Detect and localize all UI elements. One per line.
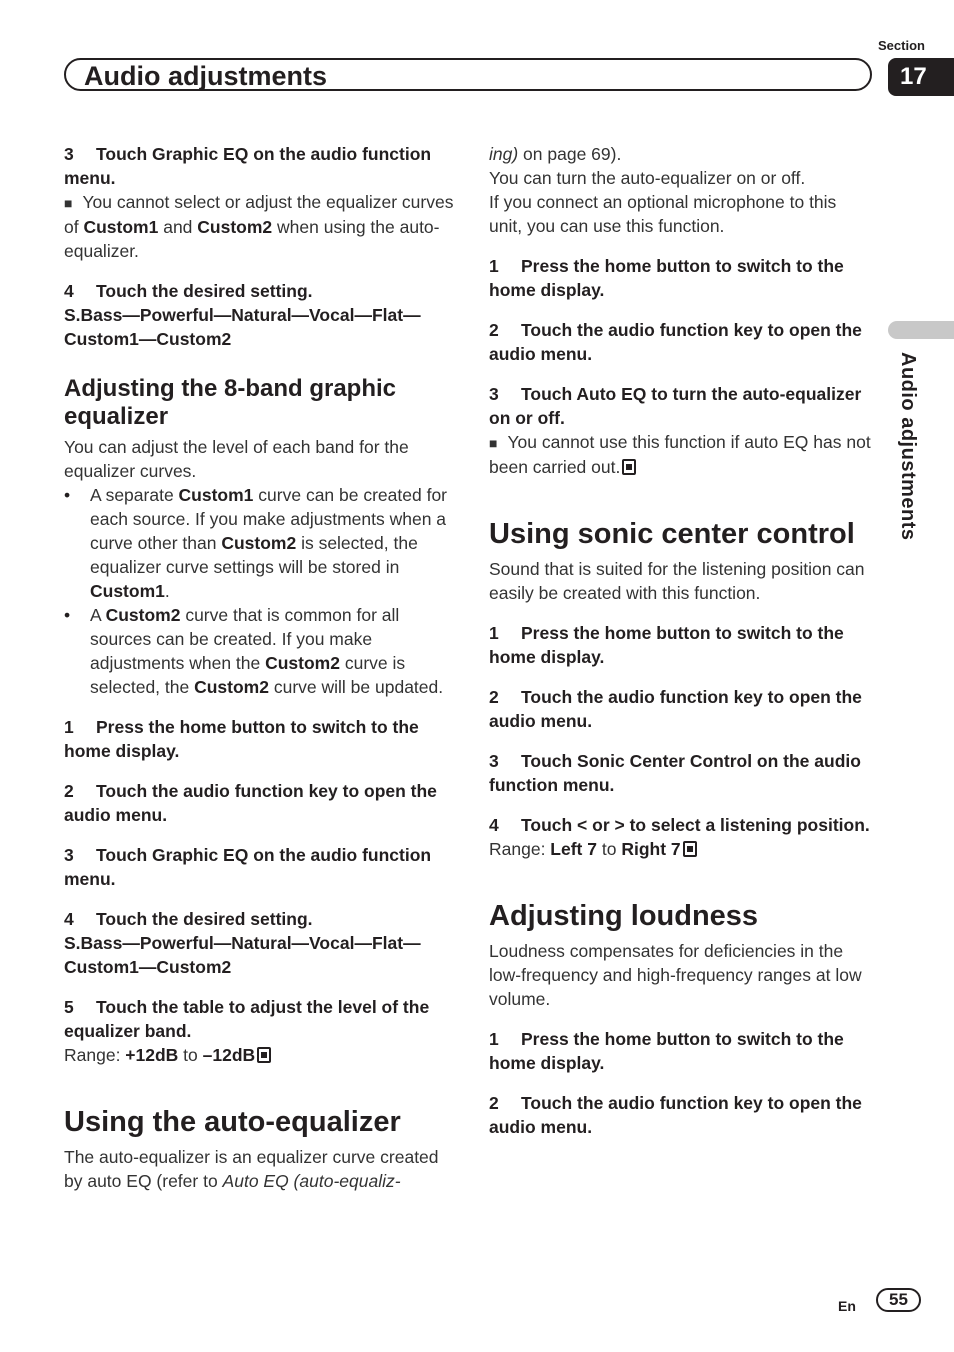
- bullet-custom1: • A separate Custom1 curve can be created for each source. If you make adjustments when a curve other than Custom2 is selected, the equalizer curve settings will be stored in Custom1.: [64, 485, 447, 601]
- eq-range: Range: +12dB to –12dB: [64, 1043, 456, 1067]
- intro-8band: You can adjust the level of each band for the equalizer curves.: [64, 437, 409, 481]
- end-mark-icon: [257, 1047, 271, 1063]
- bullet-custom2: • A Custom2 curve that is common for all sources can be created. If you make adjustments when the Custom2 curve is selected, the Custom2 curve will be updated.: [64, 605, 444, 697]
- right-column: [489, 142, 871, 1139]
- note-auto-eq: ■ You cannot use this function if auto EQ has not been carried out.: [489, 432, 871, 477]
- step-home-auto: 1 Press the home button to switch to the home display.: [489, 256, 844, 300]
- step-sonic-menu: 3 Touch Sonic Center Control on the audio function menu.: [489, 751, 861, 795]
- section-label: Section: [878, 38, 925, 53]
- heading-auto-eq: Using the auto-equalizer: [64, 1106, 401, 1138]
- auto-eq-microphone: If you connect an optional microphone to this unit, you can use this function.: [489, 192, 837, 236]
- side-tab-label: Audio adjustments: [897, 352, 919, 541]
- auto-eq-intro: The auto-equalizer is an equalizer curve created by auto EQ (refer to Auto EQ (auto-equaliz-: [64, 1147, 439, 1191]
- step-home: 1 Press the home button to switch to the home display.: [64, 717, 419, 761]
- step-graphic-eq: 3 Touch Graphic EQ on the audio function menu.: [64, 144, 432, 188]
- heading-loudness: Adjusting loudness: [489, 900, 759, 932]
- end-mark-icon: [622, 459, 636, 475]
- page-number: 55: [876, 1288, 921, 1312]
- step-desired-setting: 4 Touch the desired setting.: [64, 281, 313, 301]
- heading-sonic-center: Using sonic center control: [489, 518, 855, 550]
- end-mark-icon: [683, 841, 697, 857]
- step-audio-key-auto: 2 Touch the audio function key to open the audio menu.: [489, 320, 862, 364]
- left-column: [64, 142, 456, 1193]
- auto-eq-ref-continued: ing) on page 69).: [489, 144, 622, 164]
- step-home-loud: 1 Press the home button to switch to the home display.: [489, 1029, 844, 1073]
- step-listening-position: 4 Touch < or > to select a listening position.: [489, 815, 870, 835]
- language-label: En: [838, 1298, 856, 1314]
- heading-8band: Adjusting the 8-band graphic equalizer: [64, 375, 397, 430]
- page-title: Audio adjustments: [84, 61, 328, 91]
- step-audio-key-sonic: 2 Touch the audio function key to open the audio menu.: [489, 687, 862, 731]
- step-audio-key-loud: 2 Touch the audio function key to open the audio menu.: [489, 1093, 862, 1137]
- step-adjust-band: 5 Touch the table to adjust the level of the equalizer band.: [64, 997, 430, 1041]
- eq-settings-list: S.Bass—Powerful—Natural—Vocal—Flat—Custom1—Custom2: [64, 305, 421, 349]
- eq-settings-list-2: S.Bass—Powerful—Natural—Vocal—Flat—Custom1—Custom2: [64, 933, 421, 977]
- sonic-range: Range: Left 7 to Right 7: [489, 837, 871, 861]
- loudness-intro: Loudness compensates for deficiencies in the low-frequency and high-frequency ranges at low volume.: [489, 941, 862, 1009]
- auto-eq-onoff: You can turn the auto-equalizer on or off.: [489, 168, 806, 188]
- note-square-icon: ■: [489, 435, 498, 451]
- step-desired-setting-2: 4 Touch the desired setting.: [64, 909, 313, 929]
- note-square-icon: ■: [64, 195, 73, 211]
- step-auto-eq: 3 Touch Auto EQ to turn the auto-equalizer on or off.: [489, 384, 862, 428]
- step-audio-key: 2 Touch the audio function key to open the audio menu.: [64, 781, 437, 825]
- sonic-intro: Sound that is suited for the listening position can easily be created with this function.: [489, 559, 865, 603]
- section-number-badge: 17: [888, 58, 954, 96]
- side-tab-marker: [888, 321, 954, 339]
- note-custom-curves: ■ You cannot select or adjust the equalizer curves of Custom1 and Custom2 when using the auto-equalizer.: [64, 192, 454, 261]
- step-home-sonic: 1 Press the home button to switch to the home display.: [489, 623, 844, 667]
- step-graphic-eq-2: 3 Touch Graphic EQ on the audio function menu.: [64, 845, 432, 889]
